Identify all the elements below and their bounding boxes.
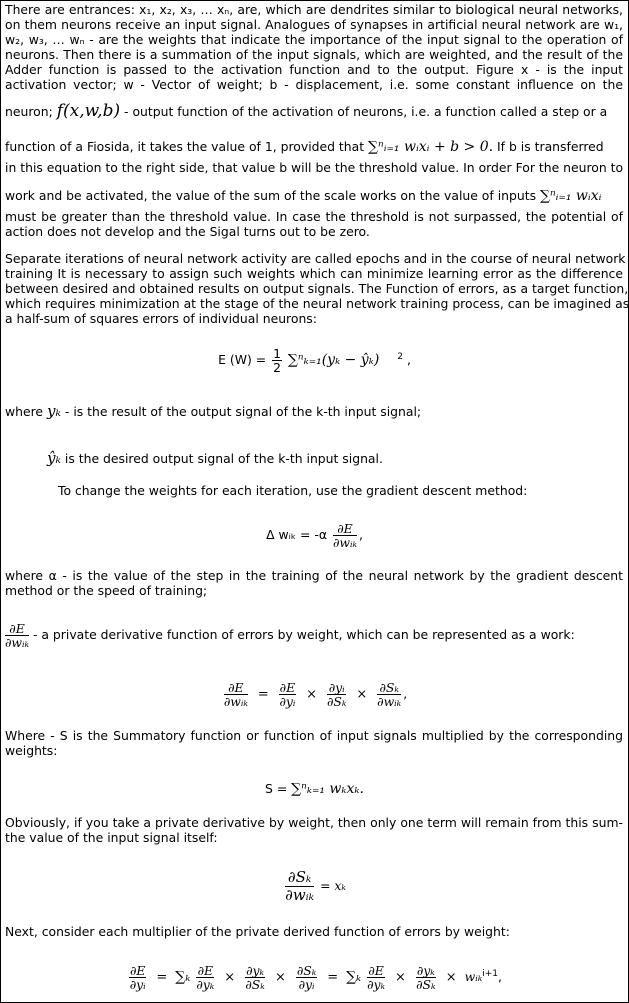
chain-term-4 bbox=[377, 681, 401, 708]
chain-term-1 bbox=[224, 681, 248, 708]
last-tail: , bbox=[498, 969, 502, 985]
fiosida-pre: function of a Fiosida, it takes the value of 1, provided that bbox=[5, 139, 365, 154]
last-term-b-repeat bbox=[367, 964, 385, 991]
fraction-denominator: ∂Sₖ bbox=[416, 977, 436, 993]
paragraph-line: weights: bbox=[5, 743, 58, 758]
fiosida-post: If b is transferred bbox=[497, 139, 604, 154]
where-yk-line bbox=[5, 404, 623, 419]
neuron-post: - output function of the activation of neurons, i.e. a function called a step or a bbox=[124, 104, 608, 119]
paragraph-line: Adder function is passed to the activation function and to the output. Figure x - is the input bbox=[5, 62, 623, 77]
weight-superscript: i+1 bbox=[482, 969, 499, 979]
where-word: where bbox=[5, 404, 44, 419]
delta-w-equation bbox=[0, 520, 629, 550]
dsk-rhs: = xₖ bbox=[320, 878, 346, 893]
fraction-denominator: ∂wᵢₖ bbox=[285, 886, 315, 904]
fraction-numerator: ∂E bbox=[224, 681, 248, 695]
fraction-denominator: ∂wᵢₖ bbox=[332, 535, 357, 550]
error-equation bbox=[0, 342, 629, 375]
error-sum: ∑ⁿₖ₌₁(yₖ − ŷₖ) bbox=[287, 352, 380, 369]
times-sign: × bbox=[395, 970, 406, 986]
fraction-denominator: ∂yₖ bbox=[367, 977, 386, 993]
fraction-denominator: ∂Sₖ bbox=[326, 694, 347, 709]
equals-sign: = bbox=[156, 970, 168, 986]
times-sign: × bbox=[306, 687, 317, 702]
delta-tail: , bbox=[358, 527, 363, 542]
paragraph-line: There are entrances: x₁, x₂, x₃, … xₙ, are, which are dendrites similar to biological neural networks, bbox=[5, 2, 623, 17]
threshold-line: in this equation to the right side, that value b will be the threshold value. In order For the neuron to bbox=[5, 160, 624, 175]
paragraph-line: where α - is the value of the step in the training of the neural network by the gradient descent bbox=[5, 568, 623, 583]
error-derivative-equation bbox=[0, 958, 629, 994]
work-pre: work and be activated, the value of the sum of the scale works on the value of inputs bbox=[5, 188, 537, 203]
times-sign: × bbox=[445, 970, 457, 986]
equals-sign: = bbox=[327, 970, 339, 986]
paragraph-line: neurons. Then there is a summation of the input signals, which are weighted, and the result of the bbox=[5, 47, 623, 62]
s-lhs: S = bbox=[265, 781, 288, 796]
paragraph-line: Separate iterations of neural network activity are called epochs and in the course of neural network bbox=[5, 251, 626, 266]
fraction-numerator: ∂E bbox=[279, 680, 296, 695]
fraction-denominator: ∂wᵢₖ bbox=[223, 694, 248, 709]
partial-derivative-line bbox=[5, 620, 623, 650]
times-sign: × bbox=[224, 970, 236, 986]
fraction-denominator: ∂yᵢ bbox=[298, 977, 315, 993]
fraction-numerator: ∂E bbox=[368, 963, 384, 979]
chain-term-3 bbox=[327, 681, 346, 708]
paragraph-line: w₂, w₃, … wₙ - are the weights that indicate the importance of the input signal to the operation of bbox=[5, 32, 623, 47]
paragraph-line: which requires minimization at the stage of the neural network training process, can be imagined as bbox=[5, 296, 629, 311]
fraction-numerator: ∂yₖ bbox=[416, 963, 435, 979]
s-equation bbox=[0, 781, 629, 797]
fraction-denominator: ∂wᵢₖ bbox=[377, 694, 402, 709]
activation-function-formula: f(x,w,b) bbox=[56, 101, 121, 121]
times-sign: × bbox=[274, 970, 286, 986]
chain-term-2 bbox=[279, 681, 296, 708]
neuron-line bbox=[5, 101, 623, 121]
gradient-intro: To change the weights for each iteration, use the gradient descent method: bbox=[58, 483, 528, 498]
delta-lhs: Δ wᵢₖ = -α bbox=[266, 527, 327, 542]
paragraph-line: method or the speed of training; bbox=[5, 583, 208, 598]
dsk-fraction bbox=[285, 869, 314, 904]
sum-symbol: ∑ₖ bbox=[175, 969, 191, 986]
neuron-pre: neuron; bbox=[5, 104, 53, 119]
yk-symbol: yₖ bbox=[47, 402, 61, 420]
yhat-symbol: ŷₖ bbox=[47, 449, 61, 467]
paragraph-line: Where - S is the Summatory function or function of input signals multiplied by the corresponding bbox=[5, 728, 623, 743]
fraction-numerator: ∂E bbox=[197, 963, 214, 979]
fraction-numerator: 1 bbox=[273, 346, 281, 362]
paragraph-line: activation vector; w - Vector of weight; b - displacement, i.e. some constant influence on the bbox=[5, 77, 623, 92]
yhat-line bbox=[47, 451, 629, 466]
paragraph-line: Obviously, if you take a private derivative by weight, then only one term will remain from this sum- bbox=[5, 815, 623, 830]
paragraph-line: between desired and obtained results on output signals. The Function of errors, as a target function, bbox=[5, 281, 629, 296]
paragraph-line: a half-sum of squares errors of individual neurons: bbox=[5, 311, 317, 326]
fraction-numerator: ∂E bbox=[5, 622, 29, 636]
paragraph-line: the value of the input signal itself: bbox=[5, 830, 218, 845]
fraction-denominator: ∂yᵢ bbox=[279, 694, 296, 709]
s-rhs: ∑ⁿₖ₌₁ wₖxₖ. bbox=[291, 781, 364, 797]
fraction-denominator: ∂Sₖ bbox=[245, 977, 265, 993]
fraction-numerator: ∂E bbox=[130, 963, 146, 979]
yhat-text: is the desired output signal of the k-th input signal. bbox=[64, 451, 383, 466]
last-term-c bbox=[245, 964, 265, 991]
equals-sign: = bbox=[257, 687, 269, 702]
next-line: Next, consider each multiplier of the private derived function of errors by weight: bbox=[5, 924, 510, 939]
fraction-denominator: ∂yₖ bbox=[196, 977, 215, 993]
chain-tail: , bbox=[403, 686, 408, 701]
where-yk-text: - is the result of the output signal of the k-th input signal; bbox=[64, 404, 422, 419]
chain-rule-equation bbox=[0, 678, 629, 711]
error-lhs: E (W) = bbox=[218, 352, 267, 368]
last-term-c-repeat bbox=[416, 964, 436, 991]
fraction-denominator: 2 bbox=[273, 360, 281, 376]
sum-symbol: ∑ₖ bbox=[346, 969, 362, 986]
last-term-a bbox=[129, 964, 146, 991]
fiosida-line bbox=[5, 139, 623, 155]
fraction-numerator: ∂yₖ bbox=[246, 963, 265, 979]
work-line bbox=[5, 188, 623, 204]
fraction-numerator: ∂Sₖ bbox=[285, 869, 314, 887]
paragraph-line: action does not develop and the Sigal turns out to be zero. bbox=[5, 224, 370, 239]
fraction-numerator: ∂Sₖ bbox=[377, 681, 401, 695]
last-term-b bbox=[196, 964, 214, 991]
sum-condition-formula: ∑ⁿᵢ₌₁ wᵢxᵢ + b > 0. bbox=[368, 139, 494, 155]
error-tail: , bbox=[406, 352, 411, 368]
fraction-numerator: ∂Sₖ bbox=[296, 963, 317, 979]
fraction-numerator: ∂E bbox=[333, 522, 357, 536]
paragraph-line: must be greater than the threshold value. In case the threshold is not surpassed, the potential of bbox=[5, 209, 623, 224]
partial-fraction bbox=[5, 622, 29, 649]
fraction-denominator: ∂wᵢₖ bbox=[5, 635, 30, 650]
dsk-equation bbox=[0, 866, 629, 906]
weighted-sum-formula: ∑ⁿᵢ₌₁ wᵢxᵢ bbox=[539, 188, 602, 204]
times-sign: × bbox=[356, 687, 368, 702]
half-fraction bbox=[272, 347, 282, 374]
delta-fraction bbox=[333, 522, 357, 549]
weight-symbol: wᵢₖ bbox=[464, 969, 483, 985]
error-exponent: 2 bbox=[397, 352, 403, 362]
fraction-denominator: ∂yᵢ bbox=[129, 977, 146, 993]
last-term-d bbox=[296, 964, 317, 991]
paragraph-line: on them neurons receive an input signal. Analogues of synapses in artificial neural network are w₁, bbox=[5, 17, 623, 32]
paragraph-line: training It is necessary to assign such weights which can minimize learning error as the difference bbox=[5, 266, 623, 281]
partial-text: - a private derivative function of errors by weight, which can be represented as a work: bbox=[32, 627, 575, 642]
fraction-numerator: ∂yᵢ bbox=[328, 680, 345, 695]
